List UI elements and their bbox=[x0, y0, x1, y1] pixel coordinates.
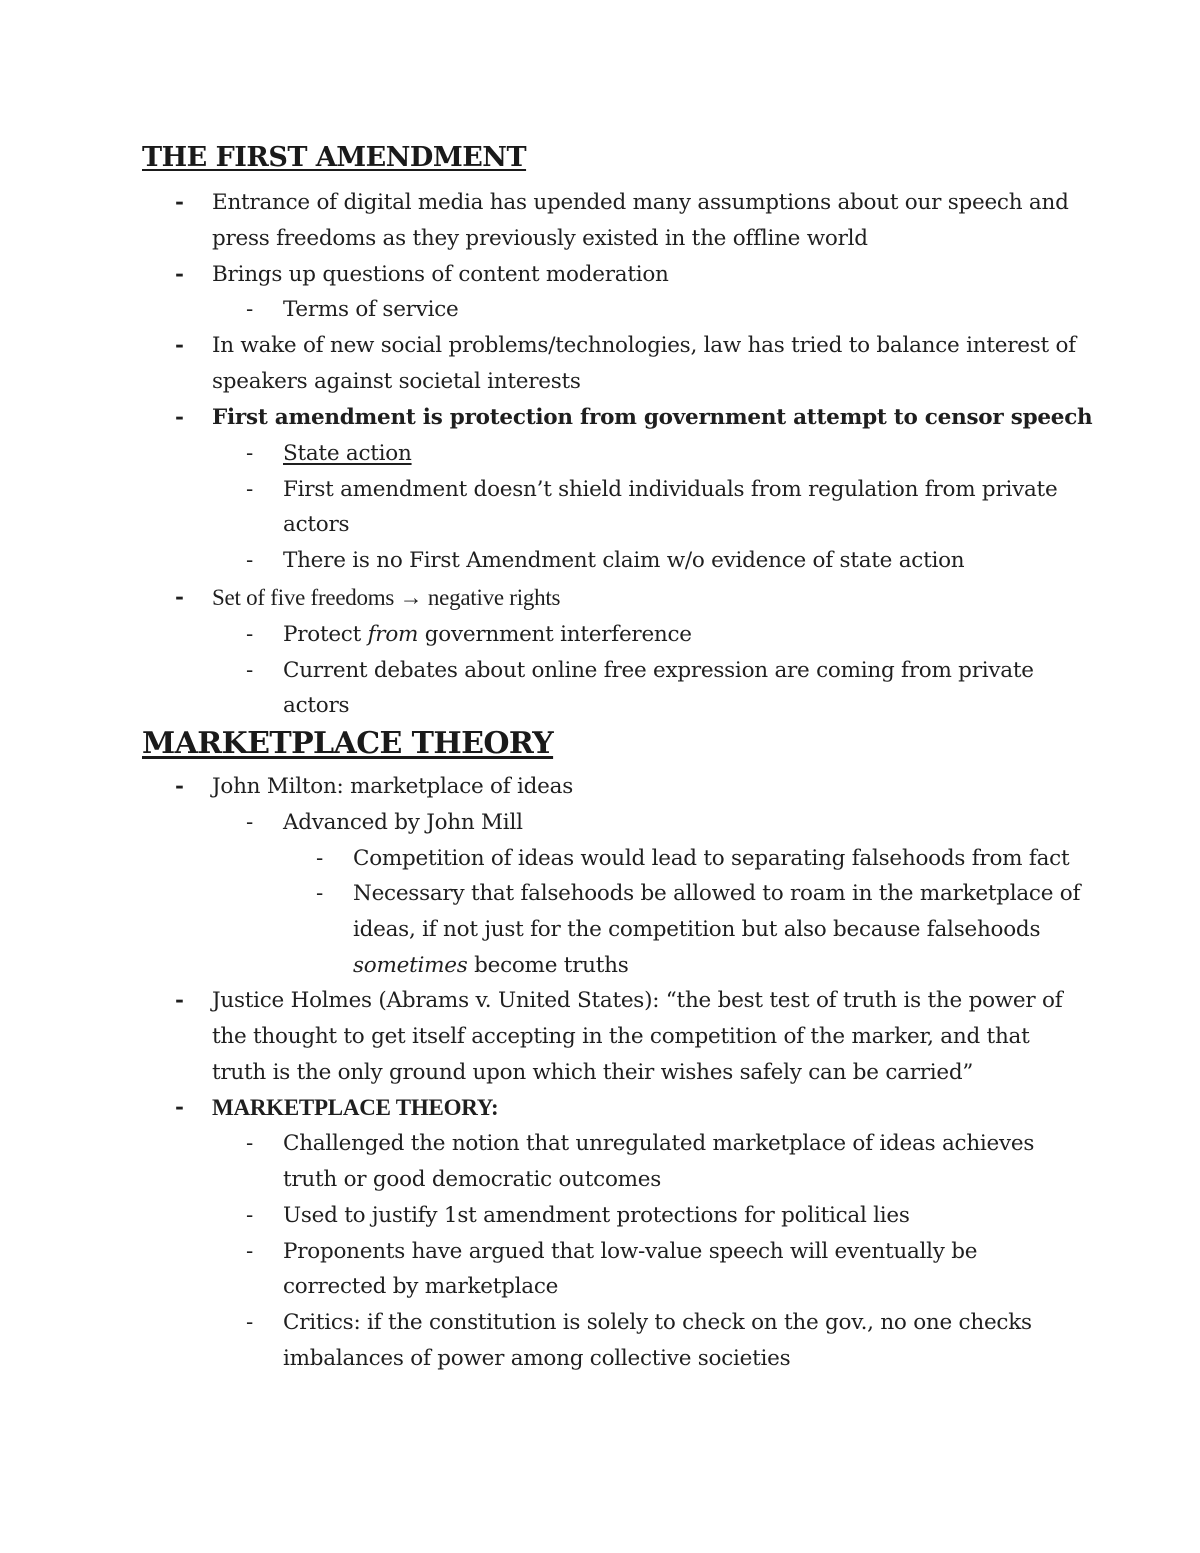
bullet-dash: - bbox=[316, 846, 324, 871]
sub-list-item-continuation bbox=[283, 688, 349, 724]
item-text: Brings up questions of content moderation bbox=[212, 262, 669, 287]
sub-list-item-continuation bbox=[283, 1341, 790, 1377]
bullet-dash: - bbox=[246, 297, 254, 322]
item-text-underlined: State action bbox=[283, 441, 412, 466]
sub-sub-list-item bbox=[316, 876, 1081, 912]
item-text: the thought to get itself accepting in the competition of the marker, and that bbox=[212, 1024, 1030, 1049]
list-item-continuation bbox=[212, 221, 868, 257]
item-text: Terms of service bbox=[283, 297, 459, 322]
item-text: First amendment doesn’t shield individuals from regulation from private bbox=[283, 477, 1058, 502]
item-text-pre: Protect bbox=[283, 622, 368, 647]
sub-sub-list-item bbox=[316, 841, 1070, 877]
list-item bbox=[175, 328, 1076, 364]
bullet-dash: - bbox=[246, 1239, 254, 1264]
item-text: In wake of new social problems/technologies, law has tried to balance interest of bbox=[212, 333, 1076, 358]
item-text: Proponents have argued that low-value speech will eventually be bbox=[283, 1239, 978, 1264]
sub-list-item bbox=[246, 653, 1034, 689]
sub-list-item bbox=[246, 472, 1058, 508]
list-item-emphasis bbox=[175, 400, 1093, 436]
bullet-dash: - bbox=[246, 1131, 254, 1156]
bullet-dash: - bbox=[246, 477, 254, 502]
bullet-dash: - bbox=[246, 441, 254, 466]
item-text: MARKETPLACE THEORY: bbox=[212, 1095, 499, 1120]
item-text: imbalances of power among collective societies bbox=[283, 1346, 791, 1371]
item-text: Used to justify 1st amendment protections for political lies bbox=[283, 1203, 910, 1228]
bullet-dash: - bbox=[246, 548, 254, 573]
sub-list-item bbox=[246, 1198, 910, 1234]
bullet-dash: - bbox=[175, 774, 184, 799]
bullet-dash: - bbox=[246, 622, 254, 647]
bullet-dash: - bbox=[246, 1310, 254, 1335]
sub-list-item bbox=[246, 617, 692, 653]
item-text: Competition of ideas would lead to separating falsehoods from fact bbox=[353, 846, 1070, 871]
list-item bbox=[175, 257, 669, 293]
bullet-dash: - bbox=[316, 881, 324, 906]
bullet-dash: - bbox=[246, 1203, 254, 1228]
item-text: corrected by marketplace bbox=[283, 1274, 559, 1299]
item-text-italic: from bbox=[367, 622, 419, 647]
sub-list-item bbox=[246, 543, 965, 579]
item-text: ideas, if not just for the competition but also because falsehoods bbox=[353, 917, 1041, 942]
list-item-continuation bbox=[212, 364, 581, 400]
sub-list-item bbox=[246, 1126, 1035, 1162]
sub-list-item-continuation bbox=[283, 1162, 661, 1198]
sub-list-item-continuation bbox=[283, 1269, 558, 1305]
item-text: First amendment is protection from government attempt to censor speech bbox=[212, 405, 1093, 430]
item-text: press freedoms as they previously existed in the offline world bbox=[212, 226, 868, 251]
sub-sub-list-item-continuation bbox=[353, 912, 1040, 948]
item-text: Challenged the notion that unregulated marketplace of ideas achieves bbox=[283, 1131, 1035, 1156]
item-text-italic: sometimes bbox=[353, 953, 468, 978]
sub-list-item-continuation bbox=[283, 507, 349, 543]
list-item bbox=[175, 983, 1063, 1019]
bullet-dash: - bbox=[175, 585, 184, 610]
item-text: speakers against societal interests bbox=[212, 369, 581, 394]
sub-list-item bbox=[246, 436, 412, 472]
section-heading-first-amendment: THE FIRST AMENDMENT bbox=[142, 142, 527, 173]
section-heading-marketplace-theory: MARKETPLACE THEORY bbox=[142, 726, 554, 761]
item-text-post: government interference bbox=[418, 622, 692, 647]
list-item bbox=[175, 1090, 499, 1127]
item-text: Entrance of digital media has upended many assumptions about our speech and bbox=[212, 190, 1069, 215]
item-text: Current debates about online free expression are coming from private bbox=[283, 658, 1034, 683]
item-text: actors bbox=[283, 512, 350, 537]
sub-sub-list-item-continuation bbox=[353, 948, 629, 984]
sub-list-item bbox=[246, 805, 523, 841]
bullet-dash: - bbox=[246, 810, 254, 835]
list-item bbox=[175, 769, 573, 805]
list-item-continuation bbox=[212, 1055, 973, 1091]
bullet-dash: - bbox=[175, 1095, 184, 1120]
list-item bbox=[175, 185, 1069, 221]
item-text-post: become truths bbox=[467, 953, 629, 978]
item-text: truth is the only ground upon which their wishes safely can be carried” bbox=[212, 1060, 974, 1085]
item-text: Justice Holmes (Abrams v. United States): “the best test of truth is the power of bbox=[212, 988, 1063, 1013]
item-text: John Milton: marketplace of ideas bbox=[212, 774, 573, 799]
item-text: Advanced by John Mill bbox=[283, 810, 523, 835]
bullet-dash: - bbox=[175, 333, 184, 358]
sub-list-item bbox=[246, 1305, 1032, 1341]
item-text: Necessary that falsehoods be allowed to roam in the marketplace of bbox=[353, 881, 1081, 906]
item-text: Critics: if the constitution is solely to check on the gov., no one checks bbox=[283, 1310, 1032, 1335]
bullet-dash: - bbox=[246, 658, 254, 683]
item-text: actors bbox=[283, 693, 350, 718]
item-text: Set of five freedoms → negative rights bbox=[212, 585, 561, 610]
sub-list-item bbox=[246, 1234, 978, 1270]
item-text: truth or good democratic outcomes bbox=[283, 1167, 662, 1192]
bullet-dash: - bbox=[175, 262, 184, 287]
sub-list-item bbox=[246, 292, 459, 328]
list-item-continuation bbox=[212, 1019, 1030, 1055]
bullet-dash: - bbox=[175, 988, 184, 1013]
list-item bbox=[175, 580, 561, 617]
item-text: There is no First Amendment claim w/o evidence of state action bbox=[283, 548, 965, 573]
bullet-dash: - bbox=[175, 405, 184, 430]
bullet-dash: - bbox=[175, 190, 184, 215]
